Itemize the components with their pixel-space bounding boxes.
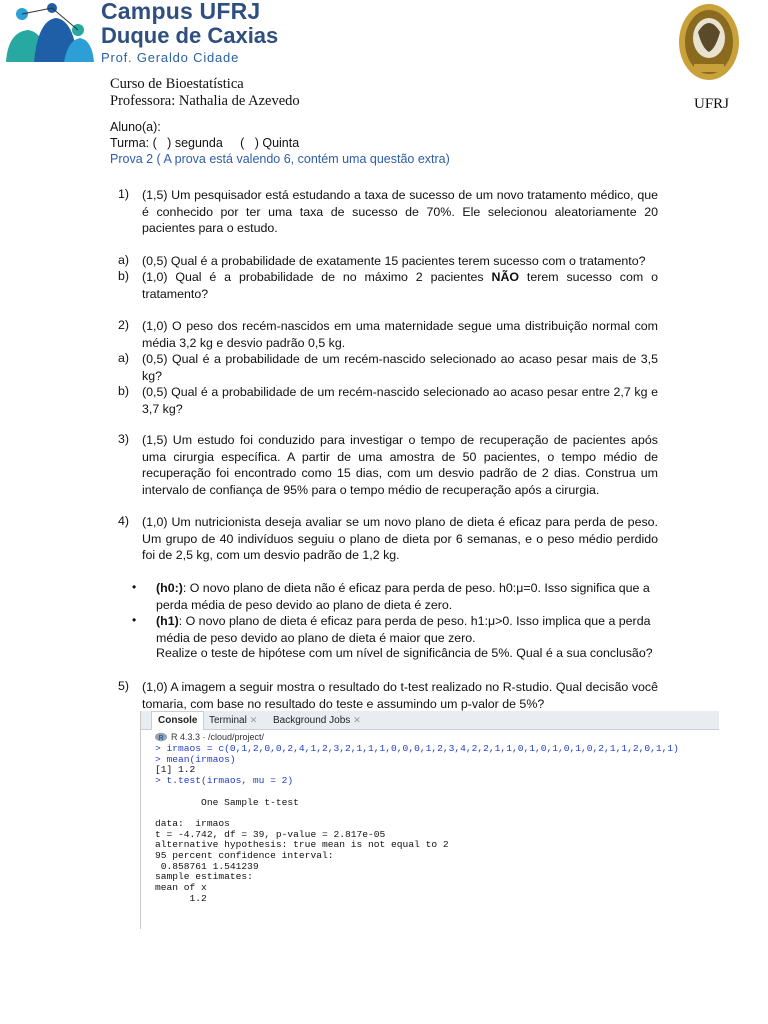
student-info (110, 119, 450, 167)
h0-item (156, 580, 656, 613)
q2-number: 2) (118, 318, 130, 332)
q1b-label: b) (118, 269, 130, 283)
h0-label: (h0:) (156, 581, 183, 595)
ufrj-label: UFRJ (694, 96, 730, 112)
turma-label: Turma: ( ) segunda ( ) Quinta (110, 136, 300, 150)
q4-final: Realize o teste de hipótese com um nível de significância de 5%. Qual é a sua conclusão? (156, 646, 653, 660)
close-icon[interactable]: ✕ (249, 715, 258, 725)
q2b-label: b) (118, 384, 130, 398)
r-console-screenshot (140, 711, 719, 929)
aluno-label: Aluno(a): (110, 120, 161, 134)
console-line: sample estimates: (155, 871, 253, 883)
q1b-text (142, 269, 658, 302)
q1b-bold: NÃO (491, 270, 520, 284)
console-path: R 4.3.3 · /cloud/project/ (171, 732, 265, 742)
h1-item (156, 613, 656, 646)
campus-line2: Duque de Caxias (101, 23, 279, 48)
console-line: alternative hypothesis: true mean is not equal to 2 (155, 839, 449, 851)
campus-title (101, 0, 278, 64)
console-line (155, 808, 719, 819)
tab-console[interactable] (151, 711, 204, 730)
course-info (110, 76, 300, 110)
console-line: t = -4.742, df = 39, p-value = 2.817e-05 (155, 828, 386, 840)
q4-number: 4) (118, 514, 130, 528)
q2b-text: (0,5) Qual é a probabilidade de um recém-nascido selecionado ao acaso pesar entre 2,7 kg e 3,7 kg? (142, 385, 658, 416)
console-line: 0.858761 1.541239 (155, 860, 259, 872)
q1b-pre: (1,0) Qual é a probabilidade de no máximo 2 pacientes (142, 270, 492, 284)
campus-logo (4, 2, 96, 64)
q2a-label: a) (118, 351, 130, 365)
console-line: > t.test(irmaos, mu = 2) (155, 775, 294, 787)
console-line: One Sample t-test (155, 796, 299, 808)
campus-line3: Prof. Geraldo Cidade (101, 50, 240, 65)
prova-label: Prova 2 ( A prova está valendo 6, contém uma questão extra) (110, 152, 450, 166)
tab-background-jobs[interactable] (267, 711, 367, 729)
tab-background-jobs-label: Background Jobs (273, 715, 351, 726)
console-line: > mean(irmaos) (155, 753, 236, 765)
tab-terminal-label: Terminal (209, 715, 247, 726)
q5-text: (1,0) A imagem a seguir mostra o resultado do t-test realizado no R-studio. Qual decisão você tomaria, com base no resultado do teste e assumindo um p-valor de 5%? (142, 680, 658, 711)
course-name: Curso de Bioestatística (110, 76, 244, 92)
q1-text: (1,5) Um pesquisador está estudando a taxa de sucesso de um novo tratamento médico, que é conhecido por ter uma taxa de sucesso de 70%. Ele selecionou aleatoriamente 20 pacientes para o estudo. (142, 188, 658, 235)
h1-text: : O novo plano de dieta é eficaz para perda de peso. h1:μ>0. Isso implica que a perda média de peso devido ao plano de dieta é maior que zero. (156, 614, 651, 645)
tab-console-label: Console (158, 715, 198, 726)
q1a-label: a) (118, 253, 130, 267)
console-line: 95 percent confidence interval: (155, 850, 334, 862)
ufrj-seal (676, 2, 742, 92)
tab-terminal[interactable] (203, 711, 263, 729)
console-tabbar (141, 711, 719, 730)
console-line: > irmaos = c(0,1,2,0,0,2,4,1,2,3,2,1,1,1,0,0,0,1,2,3,4,2,2,1,1,0,1,0,1,0,1,0,2,1,1,2,0,1,1) (155, 743, 679, 754)
svg-text:R: R (158, 735, 164, 742)
r-logo-icon (155, 732, 167, 742)
console-pathbar (141, 730, 719, 744)
campus-line1: Campus UFRJ (101, 0, 261, 24)
console-line: 1.2 (155, 892, 207, 904)
console-line: data: irmaos (155, 817, 230, 829)
h0-bullet: • (132, 580, 137, 594)
q2a-text: (0,5) Qual é a probabilidade de um recém-nascido selecionado ao acaso pesar mais de 3,5 kg? (142, 352, 658, 383)
h1-bullet: • (132, 613, 137, 627)
h0-text: : O novo plano de dieta não é eficaz para perda de peso. h0:μ=0. Isso significa que a perda média de peso devido ao plano de dieta é zero. (156, 581, 650, 612)
q1-number: 1) (118, 187, 130, 201)
console-line: mean of x (155, 882, 207, 894)
q1a-text: (0,5) Qual é a probabilidade de exatamente 15 pacientes terem sucesso com o tratamento? (142, 254, 646, 268)
console-line (155, 787, 719, 798)
q3-number: 3) (118, 432, 130, 446)
h1-label: (h1) (156, 614, 179, 628)
q5-number: 5) (118, 679, 130, 693)
q3-text: (1,5) Um estudo foi conduzido para investigar o tempo de recuperação de pacientes após uma cirurgia específica. A partir de uma amostra de 50 pacientes, o tempo médio de recuperação foi encontrado como 15 dias, com um desvio padrão de 2 dias. Construa um intervalo de confiança de 95% para o tempo médio de recuperação após a cirurgia. (142, 433, 658, 497)
q4-text: (1,0) Um nutricionista deseja avaliar se um novo plano de dieta é eficaz para perda de peso. Um grupo de 40 indivíduos seguiu o plano de dieta por 6 semanas, e o peso médio perdido foi de 2,5 kg, com um desvio padrão de 1,2 kg. (142, 515, 658, 562)
console-output[interactable] (141, 744, 719, 905)
professor-name: Professora: Nathalia de Azevedo (110, 93, 300, 109)
q1b-post: terem sucesso com o tratamento? (142, 270, 658, 301)
q2-text: (1,0) O peso dos recém-nascidos em uma maternidade segue uma distribuição normal com média 3,2 kg e desvio padrão 0,5 kg. (142, 319, 658, 350)
console-line: [1] 1.2 (155, 764, 196, 776)
close-icon[interactable]: ✕ (353, 715, 361, 725)
